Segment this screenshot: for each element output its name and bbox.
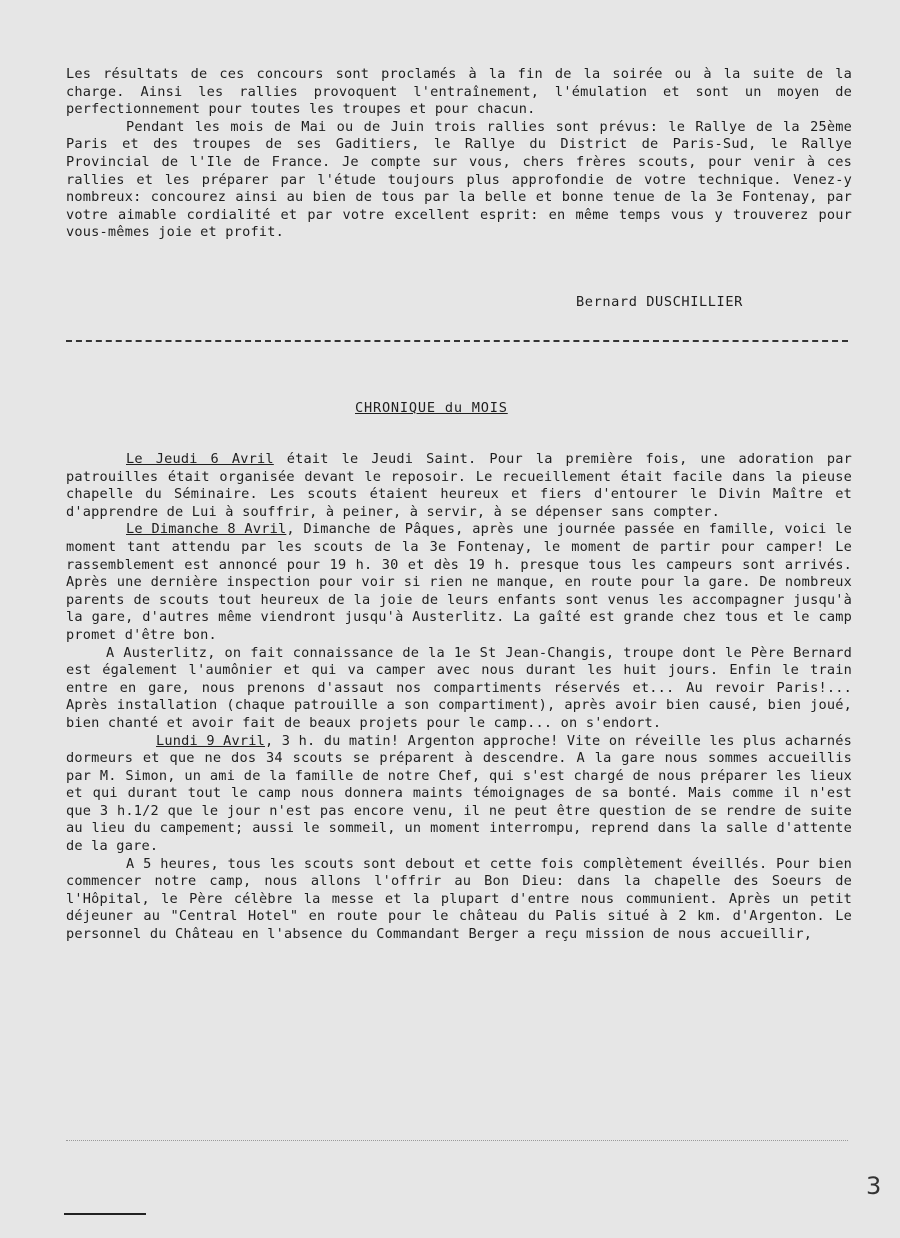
intro-section: [66, 66, 852, 242]
date-sunday: Le Dimanche 8 Avril: [126, 521, 287, 538]
chronicle-paragraph-4-text: , 3 h. du matin! Argenton approche! Vite on réveille les plus acharnés dormeurs et que ne dos 34 scouts se préparent à descendre. A la gare nous sommes accueillis par M. Simon, un ami de la famille de notre Chef, qui s'est chargé de nous préparer les lieux et qui durant tout le camp nous donnera maints témoignages de sa bonté. Mais comme il n'est que 3 h.1/2 que le jour n'est pas encore venu, il ne peut être question de se rendre de suite au lieu du campement; aussi le sommeil, un moment interrompu, reprend dans la salle d'attente de la gare.: [66, 732, 852, 855]
footer-rule: [64, 1213, 146, 1215]
chronicle-paragraph-4: [66, 733, 852, 856]
chronicle-paragraph-5: A 5 heures, tous les scouts sont debout et cette fois complètement éveillés. Pour bien commencer notre camp, nous allons l'offrir au Bon Dieu: dans la chapelle des Soeurs de l'Hôpital, le Père célèbre la messe et la plupart d'entre nous communient. Après un petit déjeuner au "Central Hotel" en route pour le château du Palis situé à 2 km. d'Argenton. Le personnel du Château en l'absence du Commandant Berger a reçu mission de nous accueillir,: [66, 855, 852, 943]
date-thursday: Le Jeudi 6 Avril: [126, 451, 274, 467]
chronicle-paragraph-1: [66, 451, 852, 521]
chronicle-paragraph-2-text: , Dimanche de Pâques, après une journée passée en famille, voici le moment tant attendu par les scouts de la 3e Fontenay, le moment de partir pour camper! Le rassemblement est annoncé pour 19 h. 30 et dès 19 h. presque tous les campeurs sont arrivés. Après une dernière inspection pour voir si rien ne manque, en route pour la gare. De nombreux parents de scouts tout heureux de la joie de leurs enfants sont venus les accompagner jusqu'à la gare, d'autres même viendront jusqu'à Austerlitz. La gaîté est grande chez tous et le camp promet d'être bon.: [66, 521, 852, 643]
chronicle-heading: CHRONIQUE du MOIS: [355, 400, 508, 416]
intro-paragraph-2: Pendant les mois de Mai ou de Juin trois rallies sont prévus: le Rallye de la 25ème Paris et des troupes de ses Gaditiers, le Rallye du District de Paris-Sud, le Rallye Provincial de l'Ile de France. Je compte sur vous, chers frères scouts, pour venir à ces rallies et les préparer par l'étude toujours plus approfondie de votre technique. Venez-y nombreux: concourez ainsi au bien de tous par la belle et bonne tenue de la 3e Fontenay, par votre aimable cordialité et par votre excellent esprit: en même temps vous y trouverez pour vous-mêmes joie et profit.: [66, 118, 852, 241]
chronicle-body: [66, 451, 852, 944]
date-monday: Lundi 9 Avril: [156, 732, 266, 749]
dashed-divider: [66, 340, 848, 342]
page-number: 3: [866, 1172, 882, 1200]
faint-dotted-line: [66, 1140, 848, 1141]
signature: Bernard DUSCHILLIER: [576, 294, 743, 310]
chronicle-paragraph-2: [66, 521, 852, 644]
intro-paragraph-1: Les résultats de ces concours sont proclamés à la fin de la soirée ou à la suite de la charge. Ainsi les rallies provoquent l'entraînement, l'émulation et sont un moyen de perfectionnement pour toutes les troupes et pour chacun.: [66, 66, 852, 118]
chronicle-paragraph-1-text: était le Jeudi Saint. Pour la première fois, une adoration par patrouilles était organisée devant le reposoir. Le recueillement était facile dans la pieuse chapelle du Séminaire. Les scouts étaient heureux et fiers d'entourer le Divin Maître et d'apprendre de Lui à souffrir, à peiner, à servir, à se dépenser sans compter.: [66, 451, 853, 520]
chronicle-paragraph-3: A Austerlitz, on fait connaissance de la 1e St Jean-Changis, troupe dont le Père Bernard est également l'aumônier et qui va camper avec nous durant les huit jours. Enfin le train entre en gare, nous prenons d'assaut nos compartiments réservés et... Au revoir Paris!... Après installation (chaque patrouille a son compartiment), après avoir bien causé, bien joué, bien chanté et avoir fait de beaux projets pour le camp... on s'endort.: [66, 644, 852, 731]
